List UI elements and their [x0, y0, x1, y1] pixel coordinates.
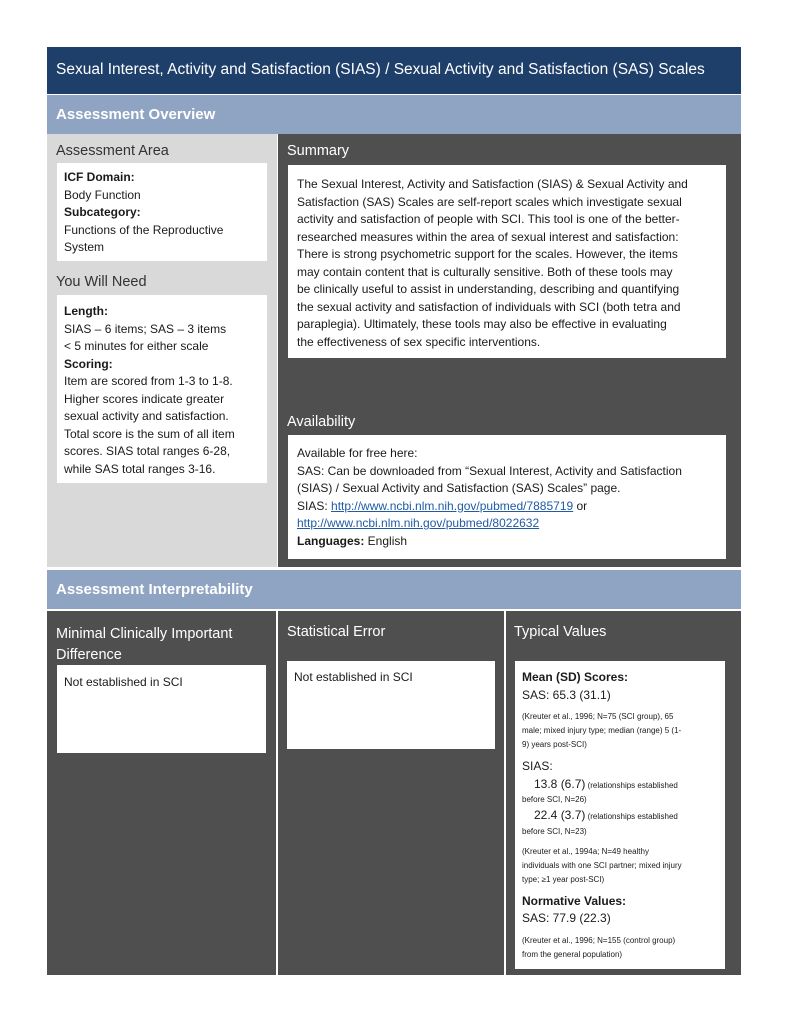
sias-note-2: (relationships established	[585, 812, 678, 821]
reference-3	[522, 934, 718, 962]
pubmed-link-7885719[interactable]: http://www.ncbi.nlm.nih.gov/pubmed/7885719	[331, 498, 574, 513]
you-will-need-heading: You Will Need	[56, 274, 147, 290]
summary-line: Satisfaction (SAS) Scales are self-report scales which investigate sexual	[297, 194, 682, 209]
summary-line: the effectiveness of sex specific interventions.	[297, 334, 541, 349]
sias-value-2: 22.4 (3.7)	[534, 808, 586, 822]
sias-prefix: SIAS:	[297, 498, 332, 513]
scoring-line: Total score is the sum of all item	[64, 426, 235, 441]
typical-values-card	[515, 661, 725, 969]
summary-card	[288, 165, 726, 358]
languages-value: English	[364, 533, 408, 548]
mcid-heading-line-2: Difference	[56, 647, 122, 663]
you-will-need-card	[57, 295, 267, 483]
reference-line: individuals with one SCI partner; mixed injury	[522, 860, 682, 870]
reference-line: 9) years post-SCI)	[522, 740, 587, 749]
summary-line: paraplegia). Ultimately, these tools may also be effective in evaluating	[297, 317, 667, 331]
or-text: or	[573, 498, 588, 513]
reference-line: from the general population)	[522, 949, 623, 959]
summary-line: be clinically useful to assist in understanding, describing and quantifying	[297, 282, 680, 296]
reference-line: male; mixed injury type; median (range) 5 (1-	[522, 726, 682, 735]
document-title: Sexual Interest, Activity and Satisfaction (SIAS) / Sexual Activity and Satisfaction (SAS) Scales	[56, 61, 705, 78]
reference-line: (Kreuter et al., 1996; N=155 (control group)	[522, 935, 676, 945]
reference-line: (Kreuter et al., 1996; N=75 (SCI group), 65	[522, 712, 674, 721]
assessment-overview-bar	[47, 95, 741, 134]
scoring-line: scores. SIAS total ranges 6-28,	[64, 444, 231, 458]
subcategory-label: Subcategory:	[64, 205, 141, 219]
sias-value-1: 13.8 (6.7)	[534, 776, 586, 791]
normative-values-label: Normative Values:	[522, 893, 627, 908]
assessment-interpretability-bar	[47, 570, 741, 609]
assessment-area-heading: Assessment Area	[56, 143, 169, 159]
length-line-1: SIAS – 6 items; SAS – 3 items	[64, 321, 227, 336]
subcategory-value-line-1: Functions of the Reproductive	[64, 222, 224, 237]
reference-1	[522, 710, 718, 752]
sas-mean-value: SAS: 65.3 (31.1)	[522, 687, 611, 702]
length-label: Length:	[64, 304, 108, 318]
document-title-bar	[47, 47, 741, 94]
summary-line: researched measures within the area of sexual interest and satisfaction:	[297, 229, 679, 244]
summary-heading: Summary	[287, 143, 350, 159]
scoring-line: sexual activity and satisfaction.	[64, 409, 229, 423]
summary-line: There is strong psychometric support for the scales. However, the items	[297, 247, 678, 261]
mcid-value: Not established in SCI	[64, 675, 183, 689]
languages-label: Languages:	[297, 533, 365, 548]
assessment-interpretability-heading: Assessment Interpretability	[56, 581, 253, 598]
mcid-heading	[56, 624, 232, 666]
normative-sas-value: SAS: 77.9 (22.3)	[522, 911, 611, 925]
availability-line-1: Available for free here:	[297, 446, 418, 460]
sias-note-2-cont: before SCI, N=23)	[522, 826, 587, 836]
statistical-error-card	[287, 661, 495, 749]
availability-line-2: SAS: Can be downloaded from “Sexual Interest, Activity and Satisfaction	[297, 463, 682, 478]
reference-line: type; ≥1 year post-SCI)	[522, 874, 605, 884]
icf-domain-value: Body Function	[64, 187, 141, 202]
summary-line: may contain content that is culturally sensitive. Both of these tools may	[297, 264, 673, 279]
sias-label: SIAS:	[522, 759, 553, 773]
mcid-card	[57, 665, 266, 753]
availability-line-3: (SIAS) / Sexual Activity and Satisfaction (SAS) Scales” page.	[297, 481, 621, 495]
typical-values-heading: Typical Values	[514, 624, 607, 640]
summary-line: the sexual activity and satisfaction of individuals with SCI (both tetra and	[297, 299, 681, 314]
summary-line: activity and satisfaction of people with SCI. This tool is one of the better-	[297, 212, 680, 226]
mcid-heading-line-1: Minimal Clinically Important	[56, 626, 233, 642]
scoring-line: Higher scores indicate greater	[64, 391, 225, 406]
subcategory-value-line-2: System	[64, 240, 105, 254]
scoring-line: Item are scored from 1-3 to 1-8.	[64, 374, 233, 388]
icf-domain-label: ICF Domain:	[64, 170, 135, 184]
mean-sd-label: Mean (SD) Scores:	[522, 670, 629, 684]
availability-card	[288, 435, 726, 559]
assessment-area-card	[57, 163, 267, 261]
sias-note-1: (relationships established	[585, 780, 678, 790]
statistical-error-heading: Statistical Error	[287, 624, 386, 640]
reference-2	[522, 845, 718, 887]
statistical-error-value: Not established in SCI	[294, 670, 413, 684]
assessment-overview-heading: Assessment Overview	[56, 106, 216, 123]
scoring-label: Scoring:	[64, 356, 113, 371]
scoring-line: while SAS total ranges 3-16.	[64, 461, 216, 476]
summary-line: The Sexual Interest, Activity and Satisfaction (SIAS) & Sexual Activity and	[297, 177, 688, 191]
length-line-2: < 5 minutes for either scale	[64, 339, 209, 353]
availability-heading: Availability	[287, 414, 356, 430]
sias-note-1-cont: before SCI, N=26)	[522, 795, 587, 804]
reference-line: (Kreuter et al., 1994a; N=49 healthy	[522, 846, 649, 856]
pubmed-link-8022632[interactable]: http://www.ncbi.nlm.nih.gov/pubmed/8022632	[297, 516, 540, 530]
